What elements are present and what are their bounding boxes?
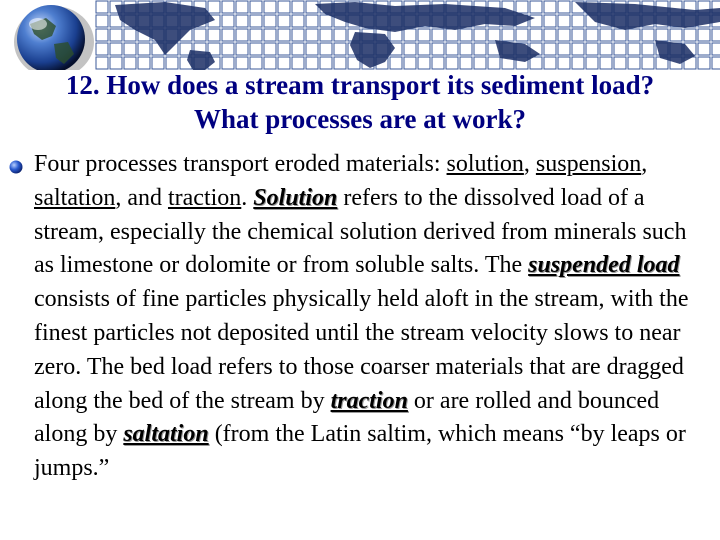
text-segment: . [241,184,254,211]
world-map-banner [0,0,720,70]
blue-sphere-bullet-icon [9,160,23,174]
slide-title [0,68,720,136]
text-segment: refers to the dissolved load of a stream, especially the chemical solution derived from minerals such as limestone or dolomite or from soluble salts. The [34,184,687,279]
text-segment: Four processes transport eroded materials: [34,151,447,177]
text-segment: or are rolled and bounced along by [34,387,660,448]
text-segment: , [523,151,536,177]
term-solution: solution [446,151,524,177]
text-segment: , and [115,184,168,211]
bullet-paragraph [34,148,710,486]
text-segment: (from the Latin saltim, which means “by leaps or jumps.” [34,421,686,482]
title-line-1: 12. How does a stream transport its sediment load? [65,70,655,100]
title-line-2: What processes are at work? [194,104,526,134]
globe-icon [8,4,96,70]
term-traction: traction [167,184,242,211]
text-segment: , [641,151,648,177]
emphasis-suspended-load: suspended load [528,252,680,279]
emphasis-traction: traction [330,387,408,414]
emphasis-solution: Solution [253,184,338,211]
text-segment: consists of fine particles physically held aloft in the stream, with the finest particles not deposited until the stream velocity slows to near zero. The bed load refers to those coarser materials that are dragged along the bed of the stream by [34,286,689,414]
world-map-grid-icon [95,0,720,70]
term-saltation: saltation [34,184,116,211]
emphasis-saltation: saltation [123,421,209,448]
term-suspension: suspension [535,151,642,177]
